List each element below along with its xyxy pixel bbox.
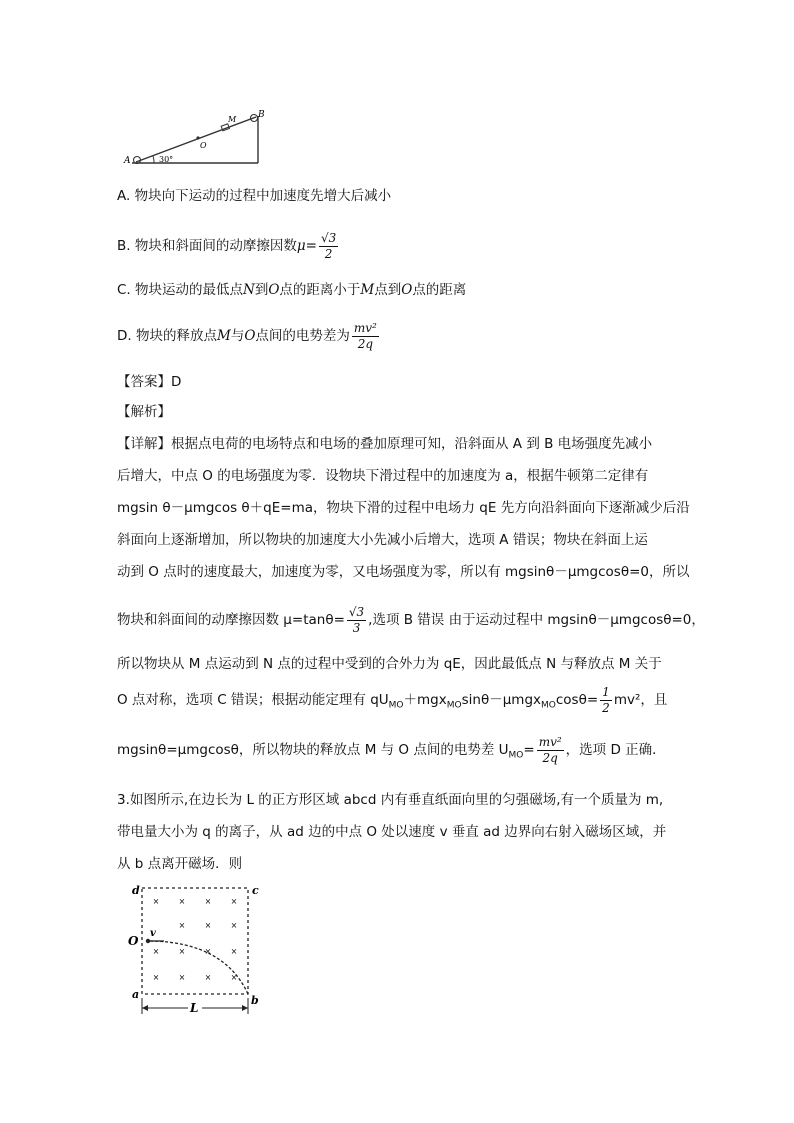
option-d-m: M bbox=[216, 328, 231, 344]
label-b: B bbox=[258, 110, 265, 120]
field-cross: × bbox=[178, 947, 186, 956]
option-d-text-3: 点间的电势差为 bbox=[255, 328, 350, 344]
field-cross: × bbox=[152, 973, 160, 982]
midpoint-o bbox=[196, 136, 199, 139]
option-c-text-5: 点的距离 bbox=[412, 282, 467, 298]
label-l: L bbox=[190, 1001, 199, 1015]
field-cross: × bbox=[204, 897, 212, 906]
explanation-9-text-3: ，选项 D 正确． bbox=[565, 742, 666, 758]
field-cross: × bbox=[230, 921, 238, 930]
explanation-9-denominator: 2q bbox=[542, 750, 558, 765]
incline-figure bbox=[118, 108, 268, 170]
explanation-8-text-5: mv²，且 bbox=[613, 692, 668, 708]
option-d-fraction bbox=[352, 321, 379, 352]
question3-line-1: 3.如图所示,在边长为 L 的正方形区域 abcd 内有垂直纸面向里的匀强磁场,有一个质量为 m, bbox=[117, 792, 664, 808]
option-b bbox=[117, 226, 340, 266]
label-a: A bbox=[124, 156, 131, 166]
explanation-line-2: 后增大，中点 O 的电场强度为零．设物块下滑过程中的加速度为 a，根据牛顿第二定律有 bbox=[117, 468, 649, 484]
label-o: O bbox=[128, 934, 139, 948]
option-c bbox=[117, 280, 466, 300]
option-c-text-4: 点到 bbox=[374, 282, 402, 298]
option-d bbox=[117, 314, 381, 358]
option-c-o2: O bbox=[401, 282, 413, 298]
explanation-6-fraction bbox=[347, 605, 366, 636]
incline-surface bbox=[136, 117, 256, 162]
option-a: A. 物块向下运动的过程中加速度先增大后减小 bbox=[117, 188, 392, 204]
dimension-arrow-right bbox=[242, 1005, 248, 1011]
option-b-numerator: √3 bbox=[320, 230, 337, 245]
option-c-text-2: 到 bbox=[254, 282, 269, 298]
label-o: O bbox=[200, 141, 207, 150]
explanation-8-sub-3: MO bbox=[541, 700, 556, 711]
option-d-denominator: 2q bbox=[357, 336, 374, 351]
field-crosses bbox=[153, 897, 238, 982]
explanation-6-text-2: ,选项 B 错误 由于运动过程中 mgsinθ－μmgcosθ=0， bbox=[368, 612, 705, 628]
explanation-8-text-2: ＋mgx bbox=[403, 692, 447, 708]
explanation-line-7: 所以物块从 M 点运动到 N 点的过程中受到的合外力为 qE，因此最低点 N 与释放点 M 关于 bbox=[117, 656, 662, 672]
option-d-numerator: mv² bbox=[353, 320, 377, 335]
explanation-9-numerator: mv² bbox=[538, 734, 562, 749]
field-cross: × bbox=[178, 921, 186, 930]
field-cross: × bbox=[204, 973, 212, 982]
explanation-8-sub-2: MO bbox=[446, 700, 462, 711]
explanation-line-9 bbox=[117, 728, 666, 778]
explanation-8-fraction bbox=[600, 685, 612, 716]
field-cross: × bbox=[230, 897, 238, 906]
label-d: d bbox=[132, 884, 140, 897]
answer: 【答案】D bbox=[117, 374, 182, 390]
angle-arc bbox=[153, 156, 154, 163]
explanation-line-3: mgsin θ－μmgcos θ＋qE=ma，物块下滑的过程中电场力 qE 先方向沿斜面向下逐渐减少后沿 bbox=[117, 500, 690, 516]
explanation-line-5: 动到 O 点时的速度最大，加速度为零，又电场强度为零，所以有 mgsinθ－μmgcosθ=0，所以 bbox=[117, 564, 690, 580]
option-d-text-1: D. 物块的释放点 bbox=[117, 328, 217, 344]
explanation-6-numerator: √3 bbox=[348, 604, 365, 619]
option-b-mu: μ= bbox=[296, 238, 317, 254]
field-cross: × bbox=[152, 897, 160, 906]
field-cross: × bbox=[230, 973, 238, 982]
label-angle: 30° bbox=[159, 155, 174, 164]
explanation-8-sub-1: MO bbox=[388, 700, 404, 711]
explanation-8-text-4: cosθ= bbox=[555, 692, 599, 708]
option-b-text: B. 物块和斜面间的动摩擦因数 bbox=[117, 238, 297, 254]
explanation-line-6 bbox=[117, 598, 705, 642]
explanation-9-sub: MO bbox=[508, 750, 524, 761]
question3-line-2: 带电量大小为 q 的离子，从 ad 边的中点 O 处以速度 v 垂直 ad 边界向右射入磁场区域，并 bbox=[117, 824, 667, 840]
field-cross: × bbox=[204, 921, 212, 930]
label-c: c bbox=[252, 884, 259, 897]
explanation-8-numerator: 1 bbox=[602, 684, 610, 699]
explanation-6-text-1: 物块和斜面间的动摩擦因数 μ=tanθ= bbox=[117, 612, 345, 628]
explanation-line-4: 斜面向上逐渐增加，所以物块的加速度大小先减小后增大，选项 A 错误；物块在斜面上运 bbox=[117, 532, 648, 548]
option-b-fraction bbox=[319, 231, 338, 262]
field-cross: × bbox=[178, 973, 186, 982]
option-d-text-2: 与 bbox=[230, 328, 245, 344]
explanation-8-denominator: 2 bbox=[602, 700, 610, 715]
magnetic-field-figure bbox=[120, 880, 270, 1020]
explanation-8-text-1: O 点对称，选项 C 错误；根据动能定理有 qU bbox=[117, 692, 389, 708]
explanation-9-text-1: mgsinθ=μmgcosθ，所以物块的释放点 M 与 O 点间的电势差 U bbox=[117, 742, 509, 758]
explanation-line-1: 【详解】根据点电荷的电场特点和电场的叠加原理可知，沿斜面从 A 到 B 电场强度先减小 bbox=[117, 436, 653, 452]
option-c-text-3: 点的距离小于 bbox=[279, 282, 361, 298]
label-m: M bbox=[228, 115, 237, 124]
option-c-text-1: C. 物块运动的最低点 bbox=[117, 282, 244, 298]
option-d-o: O bbox=[244, 328, 256, 344]
field-cross: × bbox=[152, 947, 160, 956]
explanation-9-fraction bbox=[537, 735, 564, 766]
option-c-o: O bbox=[268, 282, 280, 298]
explanation-6-denominator: 3 bbox=[352, 620, 361, 635]
explanation-9-text-2: = bbox=[523, 742, 535, 758]
option-b-denominator: 2 bbox=[324, 246, 333, 261]
label-a: a bbox=[132, 988, 140, 1001]
field-cross: × bbox=[204, 947, 212, 956]
analysis-heading: 【解析】 bbox=[117, 404, 171, 420]
question3-line-3: 从 b 点离开磁场．则 bbox=[117, 856, 243, 872]
dimension-arrow-left bbox=[142, 1005, 148, 1011]
explanation-line-8 bbox=[117, 680, 667, 726]
label-b: b bbox=[251, 994, 259, 1007]
explanation-8-text-3: sinθ－μmgx bbox=[461, 692, 542, 708]
label-v: v bbox=[150, 928, 156, 939]
option-c-n: N bbox=[243, 282, 255, 298]
field-cross: × bbox=[230, 947, 238, 956]
option-c-m: M bbox=[360, 282, 375, 298]
field-cross: × bbox=[178, 897, 186, 906]
